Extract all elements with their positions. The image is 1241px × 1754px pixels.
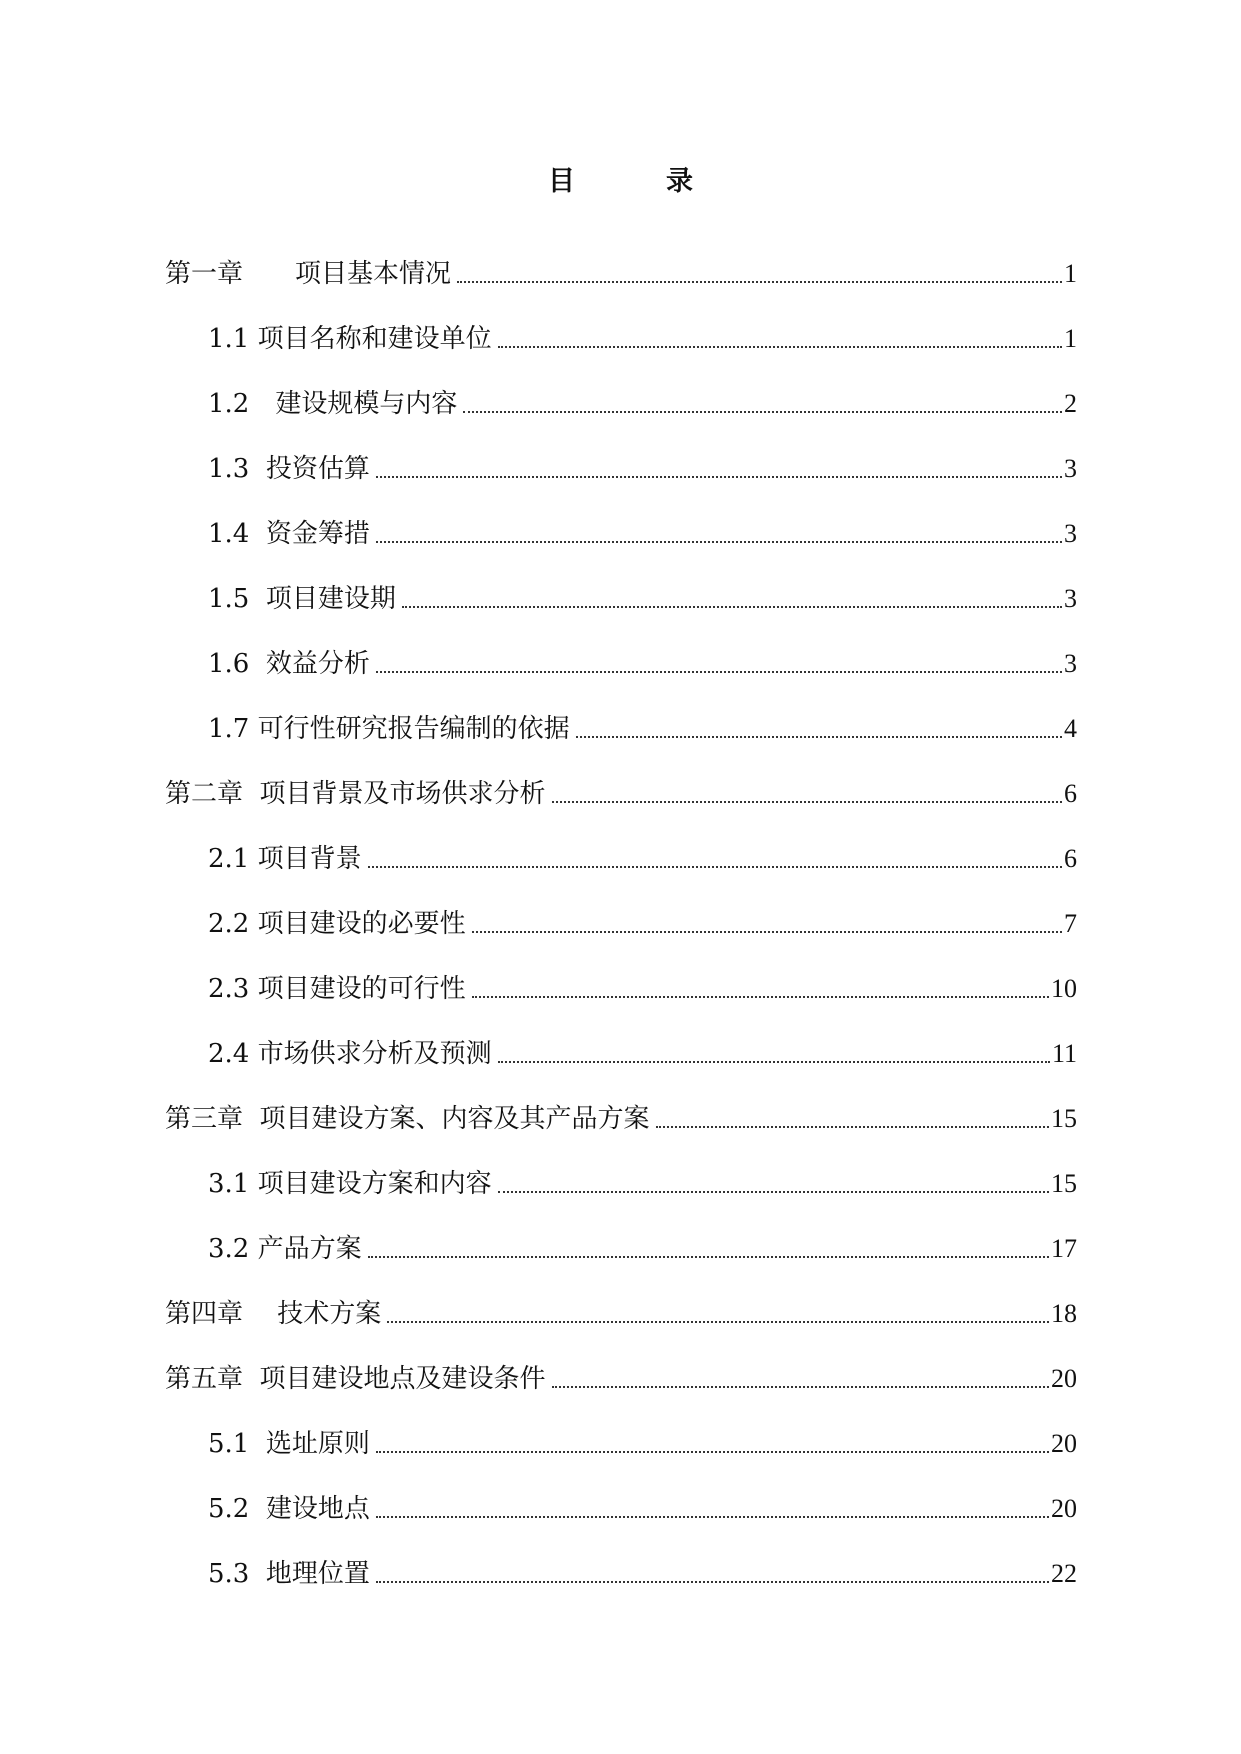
toc-chapter-entry[interactable]: [165, 1331, 1077, 1396]
toc-entry-label: 1.4 资金筹措: [208, 519, 370, 549]
toc-entry-label: 1.1 项目名称和建设单位: [208, 324, 492, 354]
toc-entry-label: 1.2 建设规模与内容: [208, 389, 458, 419]
toc-section-entry[interactable]: [208, 1461, 1077, 1526]
toc-entry-label: 2.4 市场供求分析及预测: [208, 1039, 492, 1069]
toc-section-entry[interactable]: [208, 1396, 1077, 1461]
toc-dot-leader: [498, 345, 1062, 348]
toc-dot-leader: [376, 1515, 1049, 1518]
toc-dot-leader: [576, 735, 1062, 738]
toc-dot-leader: [376, 1580, 1049, 1583]
toc-page-number: 15: [1051, 1169, 1077, 1198]
toc-page-number: 1: [1064, 259, 1077, 288]
toc-chapter-entry[interactable]: [165, 226, 1077, 291]
toc-section-entry[interactable]: [208, 421, 1077, 486]
toc-section-entry[interactable]: [208, 941, 1077, 1006]
toc-entry-label: 第五章 项目建设地点及建设条件: [165, 1364, 546, 1394]
toc-dot-leader: [376, 1450, 1049, 1453]
toc-chapter-entry[interactable]: [165, 1266, 1077, 1331]
toc-page-number: 4: [1064, 714, 1077, 743]
toc-page-number: 18: [1051, 1299, 1077, 1328]
toc-page-number: 17: [1051, 1234, 1077, 1263]
toc-section-entry[interactable]: [208, 1136, 1077, 1201]
toc-entry-label: 第二章 项目背景及市场供求分析: [165, 779, 546, 809]
toc-dot-leader: [656, 1125, 1049, 1128]
toc-page-number: 20: [1051, 1429, 1077, 1458]
toc-page-number: 22: [1051, 1559, 1077, 1588]
toc-page-number: 6: [1064, 779, 1077, 808]
toc-chapter-entry[interactable]: [165, 1071, 1077, 1136]
toc-entry-label: 3.1 项目建设方案和内容: [208, 1169, 492, 1199]
toc-section-entry[interactable]: [208, 1006, 1077, 1071]
toc-entry-label: 1.6 效益分析: [208, 649, 370, 679]
toc-page-number: 3: [1064, 519, 1077, 548]
toc-entry-label: 5.2 建设地点: [208, 1494, 370, 1524]
toc-entry-label: 2.3 项目建设的可行性: [208, 974, 466, 1004]
toc-dot-leader: [472, 995, 1049, 998]
toc-page-number: 10: [1051, 974, 1077, 1003]
toc-title: 目 录: [548, 166, 725, 197]
toc-entry-label: 1.5 项目建设期: [208, 584, 396, 614]
toc-dot-leader: [402, 605, 1062, 608]
toc-section-entry[interactable]: [208, 876, 1077, 941]
toc-page-number: 20: [1051, 1494, 1077, 1523]
toc-dot-leader: [463, 410, 1062, 413]
toc-entry-label: 1.7 可行性研究报告编制的依据: [208, 714, 570, 744]
toc-section-entry[interactable]: [208, 811, 1077, 876]
toc-entry-label: 第四章 技术方案: [165, 1299, 382, 1329]
toc-entry-label: 第一章 项目基本情况: [165, 259, 452, 289]
toc-dot-leader: [498, 1190, 1049, 1193]
toc-dot-leader: [472, 930, 1062, 933]
toc-dot-leader: [376, 540, 1062, 543]
toc-entry-label: 5.1 选址原则: [208, 1429, 370, 1459]
toc-section-entry[interactable]: [208, 1201, 1077, 1266]
toc-dot-leader: [498, 1060, 1050, 1063]
toc-dot-leader: [376, 475, 1062, 478]
toc-entry-label: 2.2 项目建设的必要性: [208, 909, 466, 939]
toc-dot-leader: [387, 1320, 1049, 1323]
toc-page-number: 11: [1051, 1039, 1077, 1068]
toc-page-number: 7: [1064, 909, 1077, 938]
toc-dot-leader: [376, 670, 1062, 673]
toc-dot-leader: [457, 280, 1062, 283]
toc-dot-leader: [368, 865, 1062, 868]
toc-section-entry[interactable]: [208, 551, 1077, 616]
toc-entry-label: 5.3 地理位置: [208, 1559, 370, 1589]
toc-page-number: 6: [1064, 844, 1077, 873]
toc-page-number: 2: [1064, 389, 1077, 418]
toc-section-entry[interactable]: [208, 356, 1077, 421]
toc-page-number: 3: [1064, 584, 1077, 613]
toc-page-number: 20: [1051, 1364, 1077, 1393]
toc-section-entry[interactable]: [208, 681, 1077, 746]
toc-chapter-entry[interactable]: [165, 746, 1077, 811]
toc-section-entry[interactable]: [208, 1526, 1077, 1591]
toc-dot-leader: [552, 1385, 1049, 1388]
toc-entry-label: 第三章 项目建设方案、内容及其产品方案: [165, 1104, 650, 1134]
toc-list: [0, 226, 1241, 1591]
toc-dot-leader: [552, 800, 1062, 803]
toc-section-entry[interactable]: [208, 616, 1077, 681]
toc-section-entry[interactable]: [208, 486, 1077, 551]
toc-page-number: 15: [1051, 1104, 1077, 1133]
toc-dot-leader: [368, 1255, 1049, 1258]
toc-page-number: 3: [1064, 454, 1077, 483]
toc-entry-label: 2.1 项目背景: [208, 844, 362, 874]
toc-page-number: 3: [1064, 649, 1077, 678]
toc-entry-label: 1.3 投资估算: [208, 454, 370, 484]
toc-section-entry[interactable]: [208, 291, 1077, 356]
toc-page-number: 1: [1064, 324, 1077, 353]
toc-entry-label: 3.2 产品方案: [208, 1234, 362, 1264]
